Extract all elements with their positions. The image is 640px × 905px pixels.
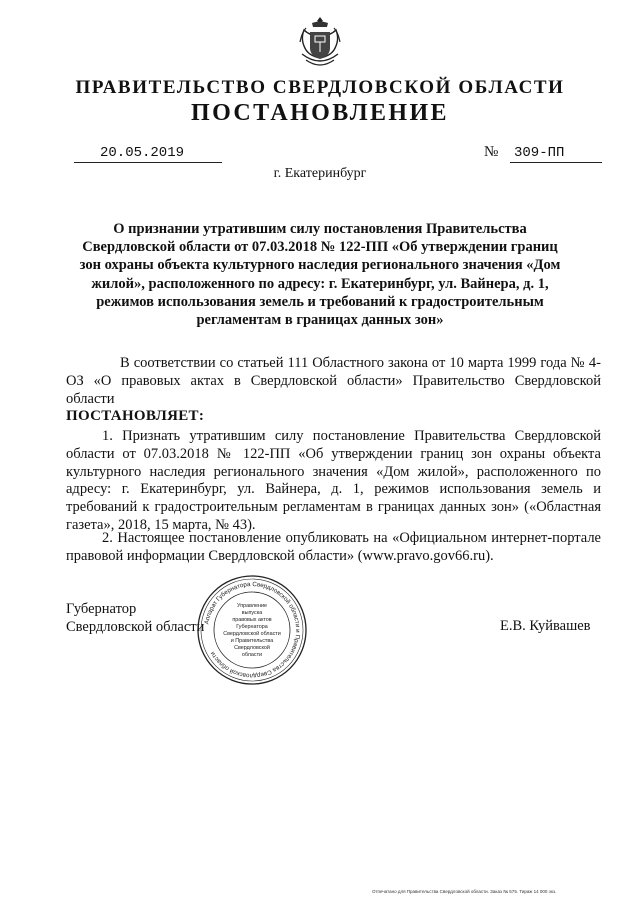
paragraph-1: 1. Признать утратившим силу постановление Правительства Свердловской области от 07.03.2018 № 122-ПП «Об утверждении границ зон охраны объекта культурного наследия регионального значения «Дом жилой», расположенного по адресу: г. Екатеринбург, ул. Вайнера, д. 1, режимов использования земель и требований к градостроительным регламентам в границах данных зон» («Областная газета», 2018, 15 марта, № 43). bbox=[66, 428, 601, 533]
stamp-line: Управление bbox=[237, 603, 267, 609]
stamp-line: правовых актов bbox=[232, 617, 272, 623]
signatory-title-line2: Свердловской области bbox=[66, 619, 205, 635]
document-date: 20.05.2019 bbox=[74, 145, 222, 163]
stamp-ring-text: Аппарат Губернатора Свердловской области и Правительства Свердловской области bbox=[203, 580, 302, 680]
signatory-title-line1: Губернатор bbox=[66, 601, 137, 617]
number-sign: № bbox=[484, 144, 499, 160]
document-type: ПОСТАНОВЛЕНИЕ bbox=[191, 100, 449, 126]
intro-paragraph: В соответствии со статьей 111 Областного закона от 10 марта 1999 года № 4-ОЗ «О правовых актах в Свердловской области» Правительство Свердловской области bbox=[66, 355, 601, 407]
government-title: ПРАВИТЕЛЬСТВО СВЕРДЛОВСКОЙ ОБЛАСТИ bbox=[75, 77, 565, 98]
number-value: 309-ПП bbox=[510, 145, 602, 163]
decree-heading: ПОСТАНОВЛЯЕТ: bbox=[66, 408, 205, 424]
stamp-line: выпуска bbox=[241, 610, 263, 616]
paragraph-2: 2. Настоящее постановление опубликовать на «Официальном интернет-портале правовой информации Свердловской области» (www.pravo.gov66.ru). bbox=[66, 530, 601, 564]
stamp-line: и Правительства bbox=[230, 638, 274, 644]
signatory-title bbox=[66, 600, 204, 636]
stamp-line: Свердловской bbox=[234, 645, 270, 651]
city: г. Екатеринбург bbox=[273, 166, 367, 181]
document-number bbox=[484, 145, 602, 163]
stamp-line: Свердловской области bbox=[223, 631, 281, 637]
official-stamp bbox=[196, 574, 308, 686]
stamp-line: Губернатора bbox=[236, 624, 268, 630]
print-footer: Отпечатано для Правительства Свердловской области. Заказ № 575. Тираж 14 000 экз. bbox=[372, 889, 557, 894]
document-subject: О признании утратившим силу постановления Правительства Свердловской области от 07.03.2018 № 122-ПП «Об утверждении границ зон охраны объекта культурного наследия регионального значения «Дом жилой», расположенного по адресу: г. Екатеринбург, ул. Вайнера, д. 1, режимов использования земель и требований к градостроительным регламентам в границах данных зон» bbox=[79, 221, 561, 329]
coat-of-arms-icon bbox=[298, 14, 342, 72]
signatory-name: Е.В. Куйвашев bbox=[500, 618, 591, 634]
stamp-line: области bbox=[241, 652, 263, 658]
